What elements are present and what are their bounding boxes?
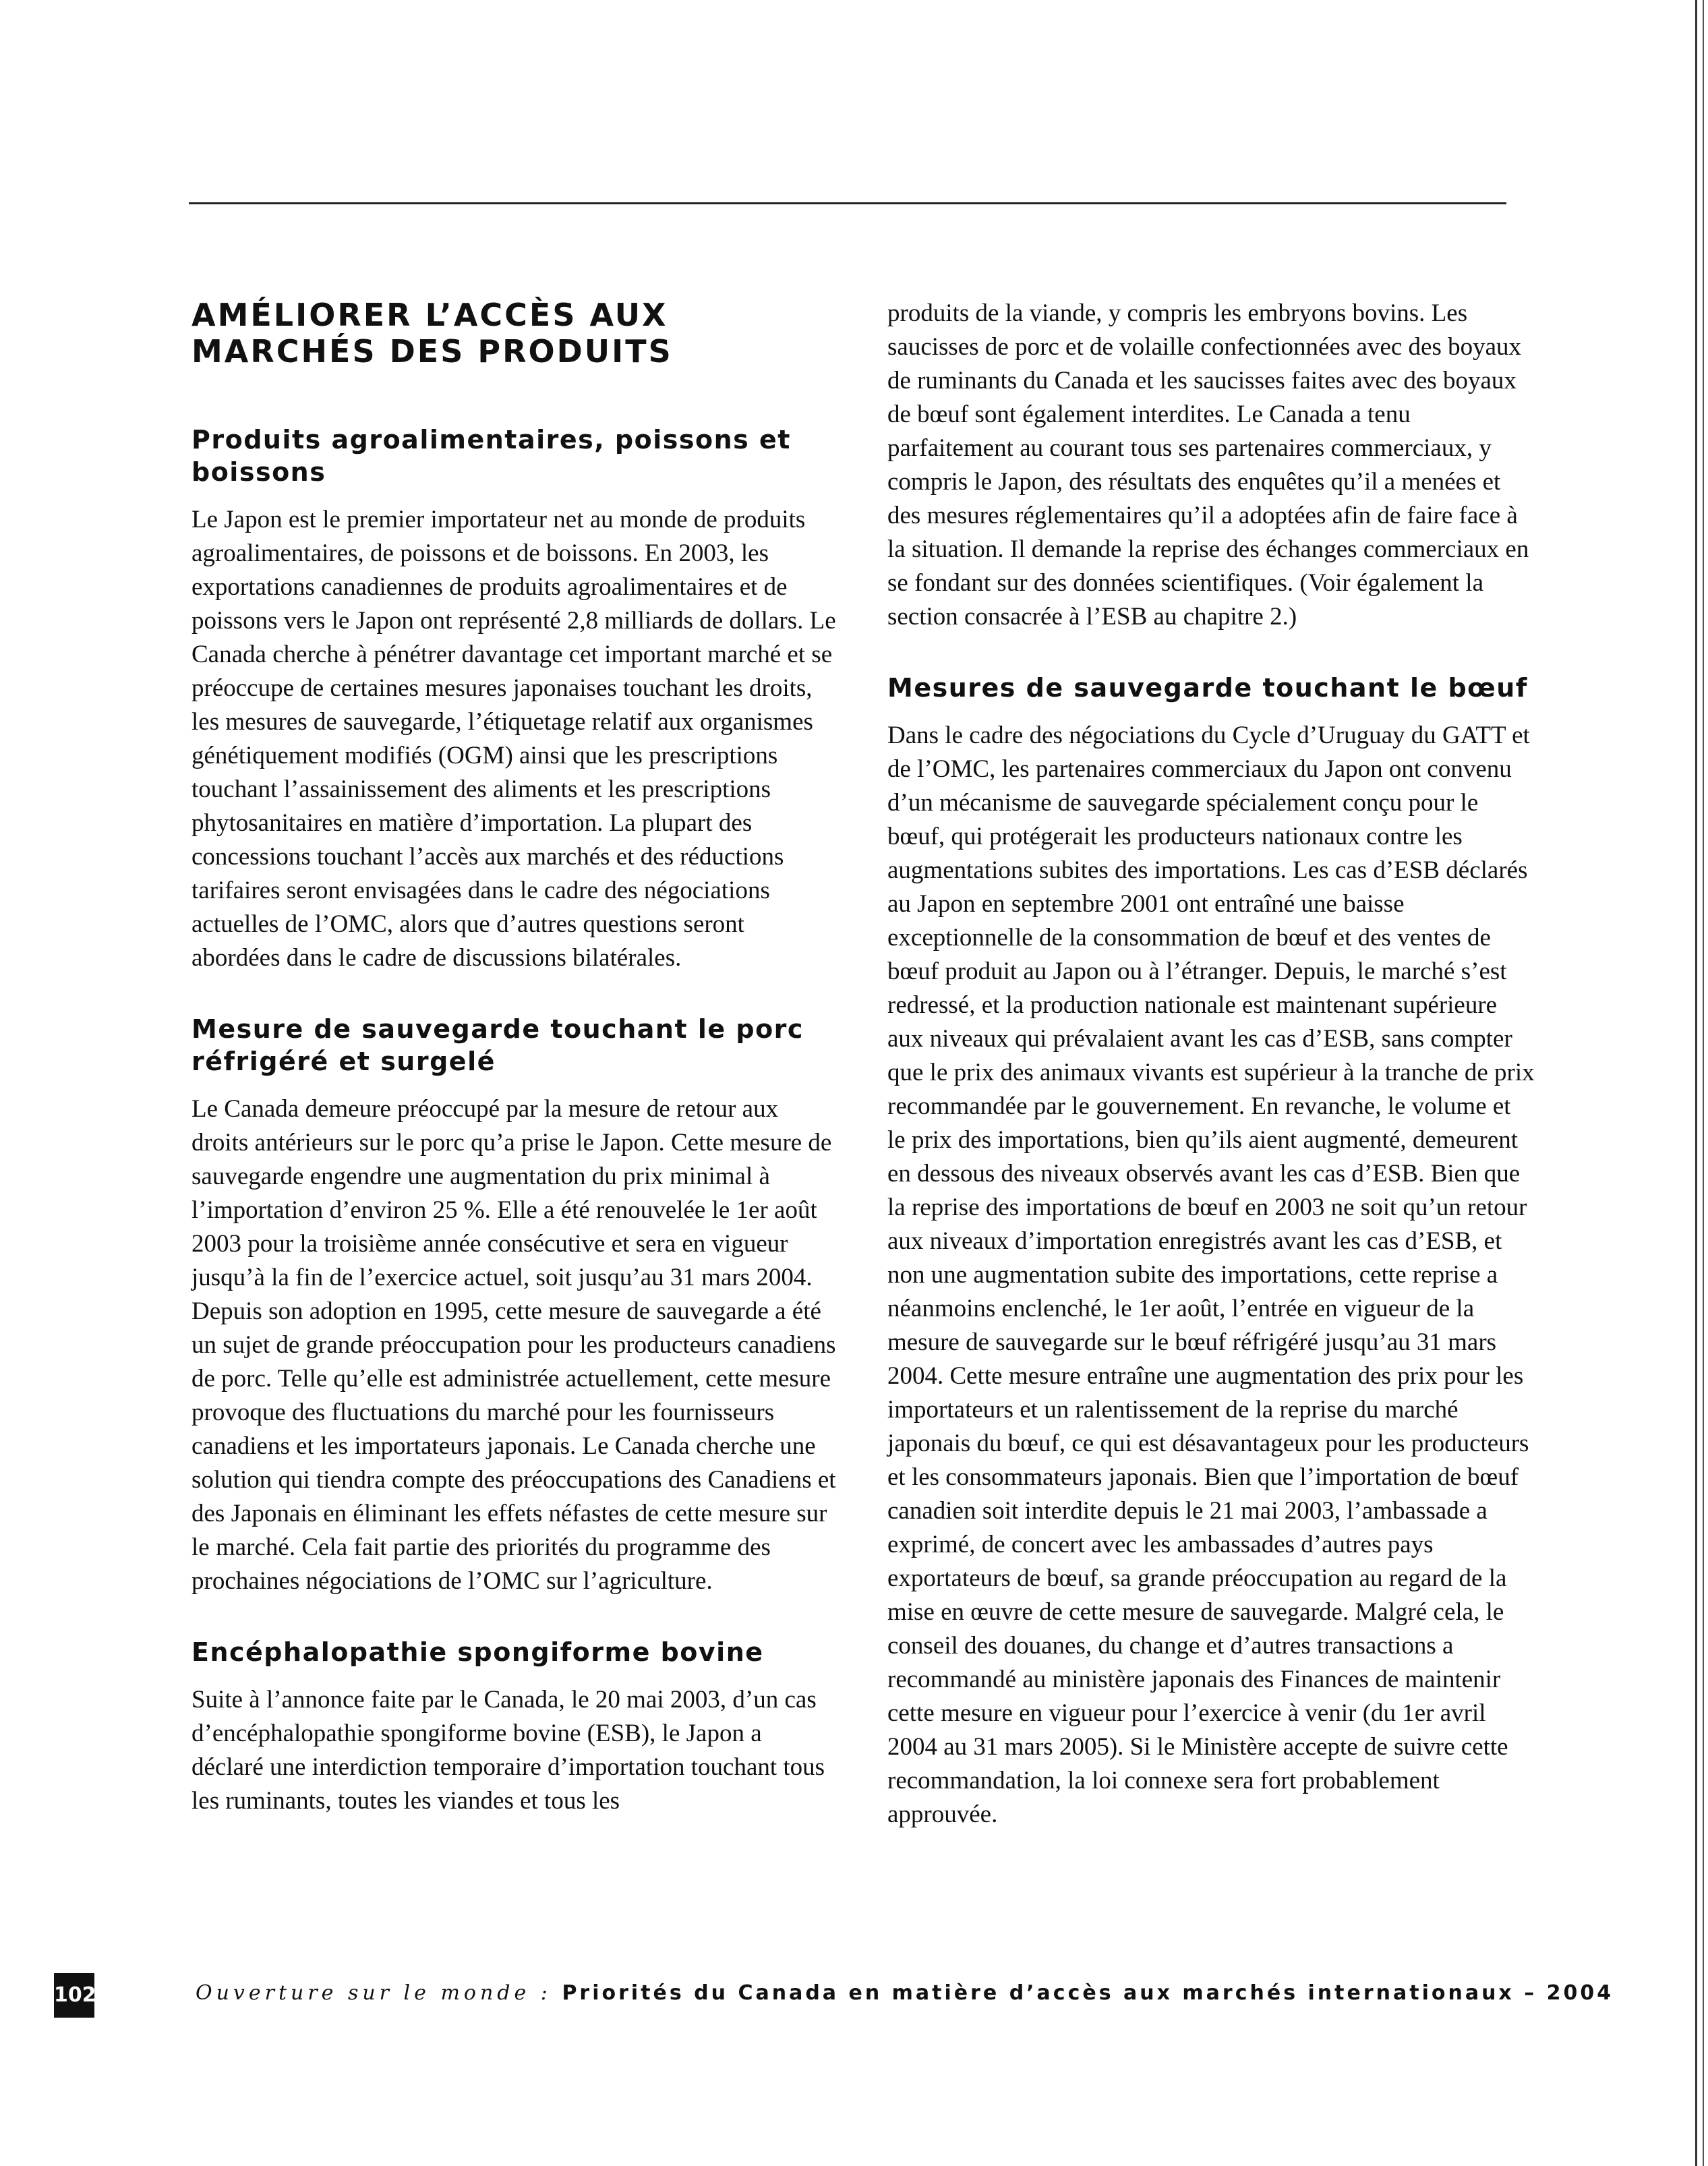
page-edge (1695, 0, 1704, 2166)
section-body-bse: Suite à l’annonce faite par le Canada, le 20 mai 2003, d’un cas d’encéphalopathie spongiforme bovine (ESB), le Japon a déclaré une interdiction temporaire d’importation touchant tous les ruminants, toutes les viandes et tous les (192, 1686, 825, 1815)
main-title: AMÉLIORER L’ACCÈS AUX MARCHÉS DES PRODUITS (192, 297, 673, 370)
footer-title-rest: Priorités du Canada en matière d’accès aux marchés internationaux – 2004 (562, 1981, 1614, 2005)
section-body-beef: Dans le cadre des négociations du Cycle d’Uruguay du GATT et de l’OMC, les partenaires commerciaux du Japon ont convenu d’un mécanisme de sauvegarde spécialement conçu pour le bœuf, qui protégerait les producteurs nationaux contre les augmentations subites des importations. Les cas d’ESB déclarés au Japon en septembre 2001 ont entraîné une baisse exceptionnelle de la consommation de bœuf et des ventes de bœuf produit au Japon ou à l’étranger. Depuis, le marché s’est redressé, et la production nationale est maintenant supérieure aux niveaux qui prévalaient avant les cas d’ESB, sans compter que le prix des animaux vivants est supérieur à la tranche de prix recommandée par le gouvernement. En revanche, le volume et le prix des importations, bien qu’ils aient augmenté, demeurent en dessous des niveaux observés avant les cas d’ESB. Bien que la reprise des importations de bœuf en 2003 ne soit qu’un retour aux niveaux d’importation enregistrés avant les cas d’ESB, et non une augmentation subite des importations, cette reprise a néanmoins enclenché, le 1er août, l’entrée en vigueur de la mesure de sauvegarde sur le bœuf réfrigéré jusqu’au 31 mars 2004. Cette mesure entraîne une augmentation des prix pour les importateurs et un ralentissement de la reprise du marché japonais du bœuf, ce qui est désavantageux pour les producteurs et les consommateurs japonais. Bien que l’importation de bœuf canadien soit interdite depuis le 21 mai 2003, l’ambassade a exprimé, de concert avec les ambassades d’autres pays exportateurs de bœuf, sa grande préoccupation au regard de la mise en œuvre de cette mesure de sauvegarde. Malgré cela, le conseil des douanes, du change et d’autres transactions a recommandé au ministère japonais des Finances de maintenir cette mesure en vigueur pour l’exercice à venir (du 1er avril 2004 au 31 mars 2005). Si le Ministère accepte de suivre cette recommandation, la loi connexe sera fort probablement approuvée. (887, 722, 1535, 1828)
section-heading-bse: Encéphalopathie spongiforme bovine (192, 1637, 764, 1667)
right-column (887, 297, 1535, 1869)
section-heading-agrifood: Produits agroalimentaires, poissons et boissons (192, 425, 791, 487)
footer-title-italic: Ouverture sur le monde : (196, 1981, 552, 2005)
section-body-agrifood: Le Japon est le premier importateur net au monde de produits agroalimentaires, de poissons et de boissons. En 2003, les exportations canadiennes de produits agroalimentaires et de poissons vers le Japon ont représenté 2,8 milliards de dollars. Le Canada cherche à pénétrer davantage cet important marché et se préoccupe de certaines mesures japonaises touchant les droits, les mesures de sauvegarde, l’étiquetage relatif aux organismes génétiquement modifiés (OGM) ainsi que les prescriptions touchant l’assainissement des aliments et les prescriptions phytosanitaires en matière d’importation. La plupart des concessions touchant l’accès aux marchés et des réductions tarifaires seront envisagées dans le cadre des négociations actuelles de l’OMC, alors que d’autres questions seront abordées dans le cadre de discussions bilatérales. (192, 506, 836, 972)
running-footer (196, 1981, 1614, 2005)
section-heading-beef: Mesures de sauvegarde touchant le bœuf (887, 673, 1528, 703)
section-heading-pork: Mesure de sauvegarde touchant le porc réfrigéré et surgelé (192, 1014, 804, 1076)
left-column (192, 297, 839, 1856)
section-body-bse-continued: produits de la viande, y compris les embryons bovins. Les saucisses de porc et de volaille confectionnées avec des boyaux de ruminants du Canada et les saucisses faites avec des boyaux de bœuf sont également interdites. Le Canada a tenu parfaitement au courant tous ses partenaires commerciaux, y compris le Japon, des résultats des enquêtes qu’il a menées et des mesures réglementaires qu’il a adoptées afin de faire face à la situation. Il demande la reprise des échanges commerciaux en se fondant sur des données scientifiques. (Voir également la section consacrée à l’ESB au chapitre 2.) (887, 299, 1529, 631)
section-body-pork: Le Canada demeure préoccupé par la mesure de retour aux droits antérieurs sur le porc qu’a prise le Japon. Cette mesure de sauvegarde engendre une augmentation du prix minimal à l’importation d’environ 25 %. Elle a été renouvelée le 1er août 2003 pour la troisième année consécutive et sera en vigueur jusqu’à la fin de l’exercice actuel, soit jusqu’au 31 mars 2004. Depuis son adoption en 1995, cette mesure de sauvegarde a été un sujet de grande préoccupation pour les producteurs canadiens de porc. Telle qu’elle est administrée actuellement, cette mesure provoque des fluctuations du marché pour les fournisseurs canadiens et les importateurs japonais. Le Canada cherche une solution qui tiendra compte des préoccupations des Canadiens et des Japonais en éliminant les effets néfastes de cette mesure sur le marché. Cela fait partie des priorités du programme des prochaines négociations de l’OMC sur l’agriculture. (192, 1095, 836, 1595)
page-number: 102 (54, 1973, 94, 2018)
top-rule (189, 202, 1506, 204)
